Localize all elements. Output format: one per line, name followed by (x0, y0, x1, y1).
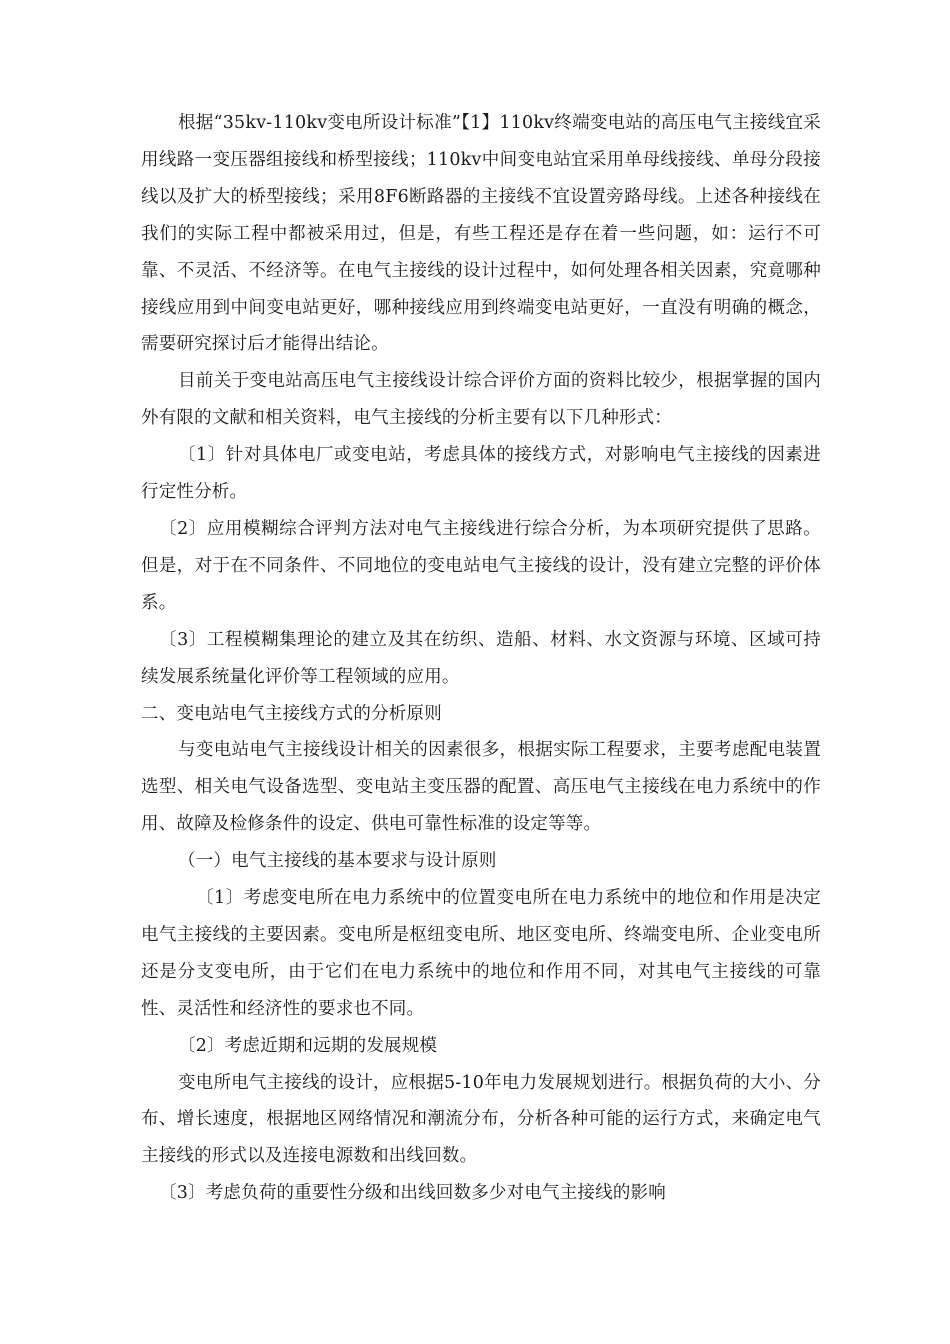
paragraph-development-plan: 变电所电气主接线的设计，应根据5-10年电力发展规划进行。根据负荷的大小、分布、增长速度，根据地区网络情况和潮流分布，分析各种可能的运行方式，来确定电气主接线的形式以及连接电源数和出线回数。 (141, 1072, 821, 1167)
document-body (141, 105, 821, 1212)
list-item-3: 〔3〕工程模糊集理论的建立及其在纺织、造船、材料、水文资源与环境、区域可持续发展系统量化评价等工程领域的应用。 (141, 629, 821, 687)
requirement-item-3: 〔3〕考虑负荷的重要性分级和出线回数多少对电气主接线的影响 (159, 1183, 666, 1204)
requirement-item-2: 〔2〕考虑近期和远期的发展规模 (178, 1035, 438, 1056)
section-heading-2: 二、变电站电气主接线方式的分析原则 (141, 703, 442, 724)
list-item-2: 〔2〕应用模糊综合评判方法对电气主接线进行综合分析，为本项研究提供了思路。但是，对于在不同条件、不同地位的变电站电气主接线的设计，没有建立完整的评价体系。 (141, 518, 821, 613)
list-item-1: 〔1〕针对具体电厂或变电站，考虑具体的接线方式，对影响电气主接线的因素进行定性分析。 (141, 445, 821, 503)
requirement-item-1: 〔1〕考虑变电所在电力系统中的位置变电所在电力系统中的地位和作用是决定电气主接线的主要因素。变电所是枢纽变电所、地区变电所、终端变电所、企业变电所还是分支变电所，由于它们在电力系统中的地位和作用不同，对其电气主接线的可靠性、灵活性和经济性的要求也不同。 (141, 888, 821, 1019)
paragraph-factors: 与变电站电气主接线设计相关的因素很多，根据实际工程要求，主要考虑配电装置选型、相关电气设备选型、变电站主变压器的配置、高压电气主接线在电力系统中的作用、故障及检修条件的设定、供电可靠性标准的设定等等。 (141, 740, 821, 835)
paragraph-current-research: 目前关于变电站高压电气主接线设计综合评价方面的资料比较少，根据掌握的国内外有限的文献和相关资料，电气主接线的分析主要有以下几种形式： (141, 371, 821, 429)
subsection-heading-1: （一）电气主接线的基本要求与设计原则 (178, 851, 497, 872)
paragraph-standard-intro: 根据“35kv-110kv变电所设计标准”【1】110kv终端变电站的高压电气主接线宜采用线路一变压器组接线和桥型接线；110kv中间变电站宜采用单母线接线、单母分段接线以及扩大的桥型接线；采用8F6断路器的主接线不宜设置旁路母线。上述各种接线在我们的实际工程中都被采用过，但是，有些工程还是存在着一些问题，如：运行不可靠、不灵活、不经济等。在电气主接线的设计过程中，如何处理各相关因素，究竟哪种接线应用到中间变电站更好，哪种接线应用到终端变电站更好，一直没有明确的概念，需要研究探讨后才能得出结论。 (141, 113, 821, 355)
